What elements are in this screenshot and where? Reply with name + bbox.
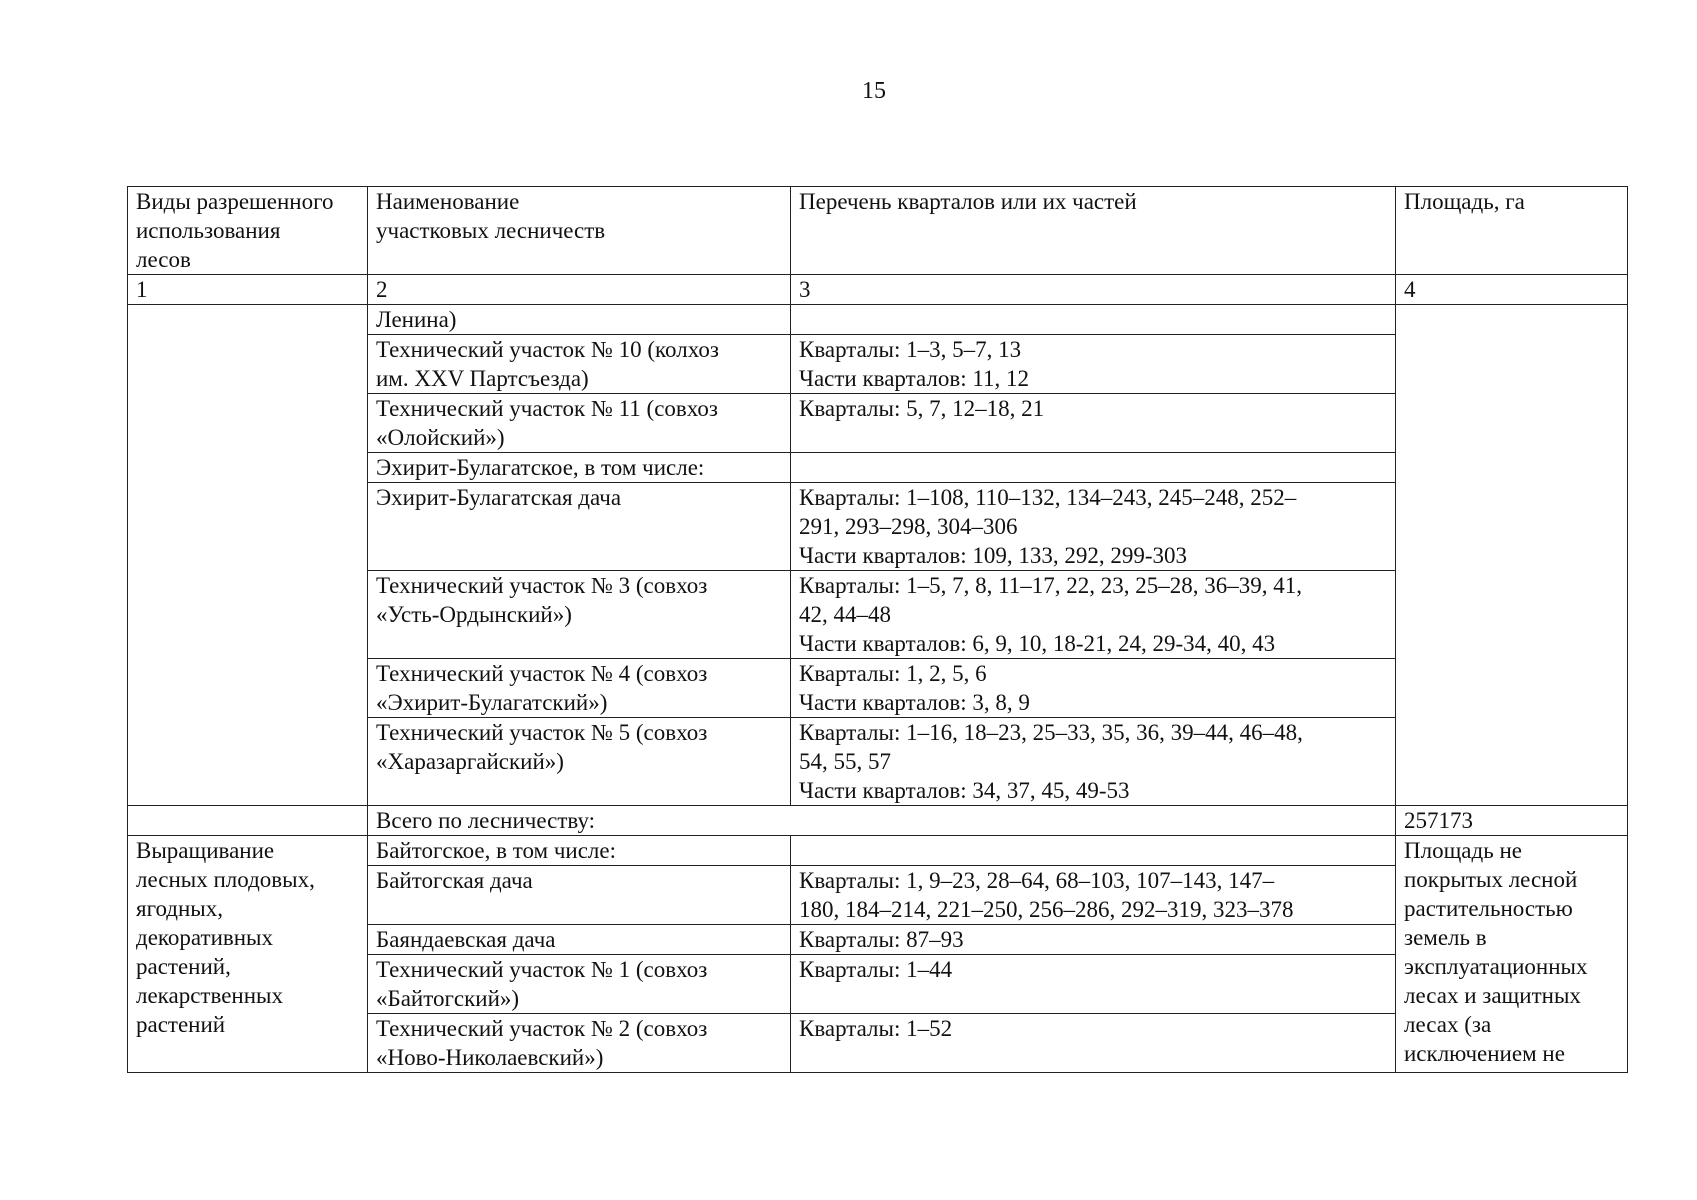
area-cell [1396, 836, 1628, 1073]
quarter-list-cell [791, 836, 1396, 866]
forestry-name-cell [368, 483, 791, 571]
use-type-cell [128, 836, 368, 1073]
forestry-name: Технический участок № 5 (совхоз [376, 720, 708, 745]
forestry-name: Байтогская дача [376, 868, 533, 893]
area-text: эксплуатационных [1404, 954, 1588, 979]
use-type-text: ягодных, [136, 896, 223, 921]
total-row [128, 806, 1628, 836]
forestry-name: «Олойский») [376, 425, 505, 450]
forestry-name-cell [368, 394, 791, 453]
header-text: Виды разрешенного [136, 189, 334, 214]
quarter-list: Кварталы: 1–52 [799, 1016, 953, 1041]
use-type-text: лекарственных [136, 983, 283, 1008]
header-quarter-list [791, 187, 1396, 275]
quarter-list-cell [791, 659, 1396, 718]
quarter-list: Кварталы: 1–5, 7, 8, 11–17, 22, 23, 25–28, 36–39, 41, [799, 573, 1303, 598]
area-text: лесах (за [1404, 1012, 1492, 1037]
header-forestry-name [368, 187, 791, 275]
total-value: 257173 [1396, 806, 1628, 836]
quarter-list-cell [791, 394, 1396, 453]
use-type-text: декоративных [136, 925, 274, 950]
forestry-name: «Ново-Николаевский») [376, 1045, 604, 1070]
area-text: лесах и защитных [1404, 983, 1581, 1008]
forestry-name: «Байтогский») [376, 986, 520, 1011]
forestry-name: Технический участок № 10 (колхоз [376, 337, 719, 362]
forestry-name: Баяндаевская дача [376, 927, 556, 952]
quarter-list: 180, 184–214, 221–250, 256–286, 292–319, 323–378 [799, 897, 1294, 922]
quarter-list: 291, 293–298, 304–306 [799, 514, 1018, 539]
area-text: растительностью [1404, 896, 1573, 921]
forestry-name: Байтогское, в том числе: [376, 838, 616, 863]
use-type-text: лесных плодовых, [136, 867, 315, 892]
header-text: Перечень кварталов или их частей [799, 189, 1137, 214]
use-type-text: Выращивание [136, 838, 275, 863]
column-number-row [128, 275, 1628, 305]
header-area [1396, 187, 1628, 275]
forest-use-table [127, 186, 1628, 1073]
forestry-name: «Усть-Ордынский») [376, 602, 572, 627]
forestry-name-cell [368, 718, 791, 806]
forestry-name: Технический участок № 11 (совхоз [376, 396, 718, 421]
forestry-name-cell [368, 335, 791, 394]
forestry-name-cell [368, 659, 791, 718]
forestry-name-cell [368, 453, 791, 483]
quarter-list: Кварталы: 1, 9–23, 28–64, 68–103, 107–143, 147– [799, 868, 1275, 893]
table-header-row [128, 187, 1628, 275]
quarter-list-cell [791, 718, 1396, 806]
total-label: Всего по лесничеству: [368, 806, 1396, 836]
quarter-list: Части кварталов: 3, 8, 9 [799, 690, 1030, 715]
quarter-list-cell [791, 1014, 1396, 1073]
column-number: 2 [368, 275, 791, 305]
quarter-list-cell [791, 866, 1396, 925]
area-cell-empty [1396, 305, 1628, 806]
quarter-list: Кварталы: 1, 2, 5, 6 [799, 661, 987, 686]
forestry-name: Технический участок № 3 (совхоз [376, 573, 708, 598]
forestry-name-cell [368, 305, 791, 335]
quarter-list-cell [791, 925, 1396, 955]
forestry-name: Эхирит-Булагатское, в том числе: [376, 455, 705, 480]
forestry-name-cell [368, 955, 791, 1014]
quarter-list: Кварталы: 5, 7, 12–18, 21 [799, 396, 1045, 421]
area-text: Площадь не [1404, 838, 1522, 863]
quarter-list-cell [791, 453, 1396, 483]
forestry-name: Технический участок № 4 (совхоз [376, 661, 708, 686]
column-number: 3 [791, 275, 1396, 305]
forestry-name-cell [368, 866, 791, 925]
quarter-list: Кварталы: 1–16, 18–23, 25–33, 35, 36, 39–44, 46–48, [799, 720, 1303, 745]
use-type-cell-empty [128, 305, 368, 806]
header-text: Площадь, га [1404, 189, 1525, 214]
forestry-name: «Эхирит-Булагатский») [376, 690, 608, 715]
area-text: покрытых лесной [1404, 867, 1578, 892]
quarter-list-cell [791, 483, 1396, 571]
table-row [128, 305, 1628, 335]
forestry-name: Технический участок № 2 (совхоз [376, 1016, 708, 1041]
header-text: Наименование [376, 189, 520, 214]
quarter-list: Кварталы: 1–44 [799, 957, 953, 982]
quarter-list-cell [791, 571, 1396, 659]
forestry-name-cell [368, 571, 791, 659]
quarter-list: Кварталы: 87–93 [799, 927, 964, 952]
header-text: использования [136, 218, 281, 243]
quarter-list: 54, 55, 57 [799, 749, 891, 774]
quarter-list-cell [791, 955, 1396, 1014]
forestry-name: Технический участок № 1 (совхоз [376, 957, 708, 982]
area-text: исключением не [1404, 1041, 1565, 1066]
quarter-list: Части кварталов: 6, 9, 10, 18-21, 24, 29-34, 40, 43 [799, 631, 1276, 656]
header-text: участковых лесничеств [376, 218, 606, 243]
forestry-name: им. XXV Партсъезда) [376, 366, 589, 391]
page-number: 15 [862, 78, 886, 104]
forestry-name: Эхирит-Булагатская дача [376, 485, 622, 510]
quarter-list: Части кварталов: 34, 37, 45, 49-53 [799, 778, 1130, 803]
header-text: лесов [136, 247, 191, 272]
column-number: 1 [128, 275, 368, 305]
quarter-list-cell [791, 335, 1396, 394]
forestry-name-cell [368, 1014, 791, 1073]
column-number: 4 [1396, 275, 1628, 305]
forestry-name: «Харазаргайский») [376, 749, 564, 774]
quarter-list-cell [791, 305, 1396, 335]
use-type-text: растений, [136, 954, 231, 979]
table-row [128, 836, 1628, 866]
quarter-list: Части кварталов: 109, 133, 292, 299-303 [799, 543, 1187, 568]
forestry-name-cell [368, 836, 791, 866]
area-text: земель в [1404, 925, 1487, 950]
quarter-list: Кварталы: 1–3, 5–7, 13 [799, 337, 1022, 362]
quarter-list: Части кварталов: 11, 12 [799, 366, 1029, 391]
use-type-text: растений [136, 1012, 226, 1037]
quarter-list: Кварталы: 1–108, 110–132, 134–243, 245–248, 252– [799, 485, 1297, 510]
use-type-cell-empty [128, 806, 368, 836]
forestry-name-cell [368, 925, 791, 955]
forestry-name: Ленина) [376, 307, 457, 332]
quarter-list: 42, 44–48 [799, 602, 891, 627]
header-use-type [128, 187, 368, 275]
